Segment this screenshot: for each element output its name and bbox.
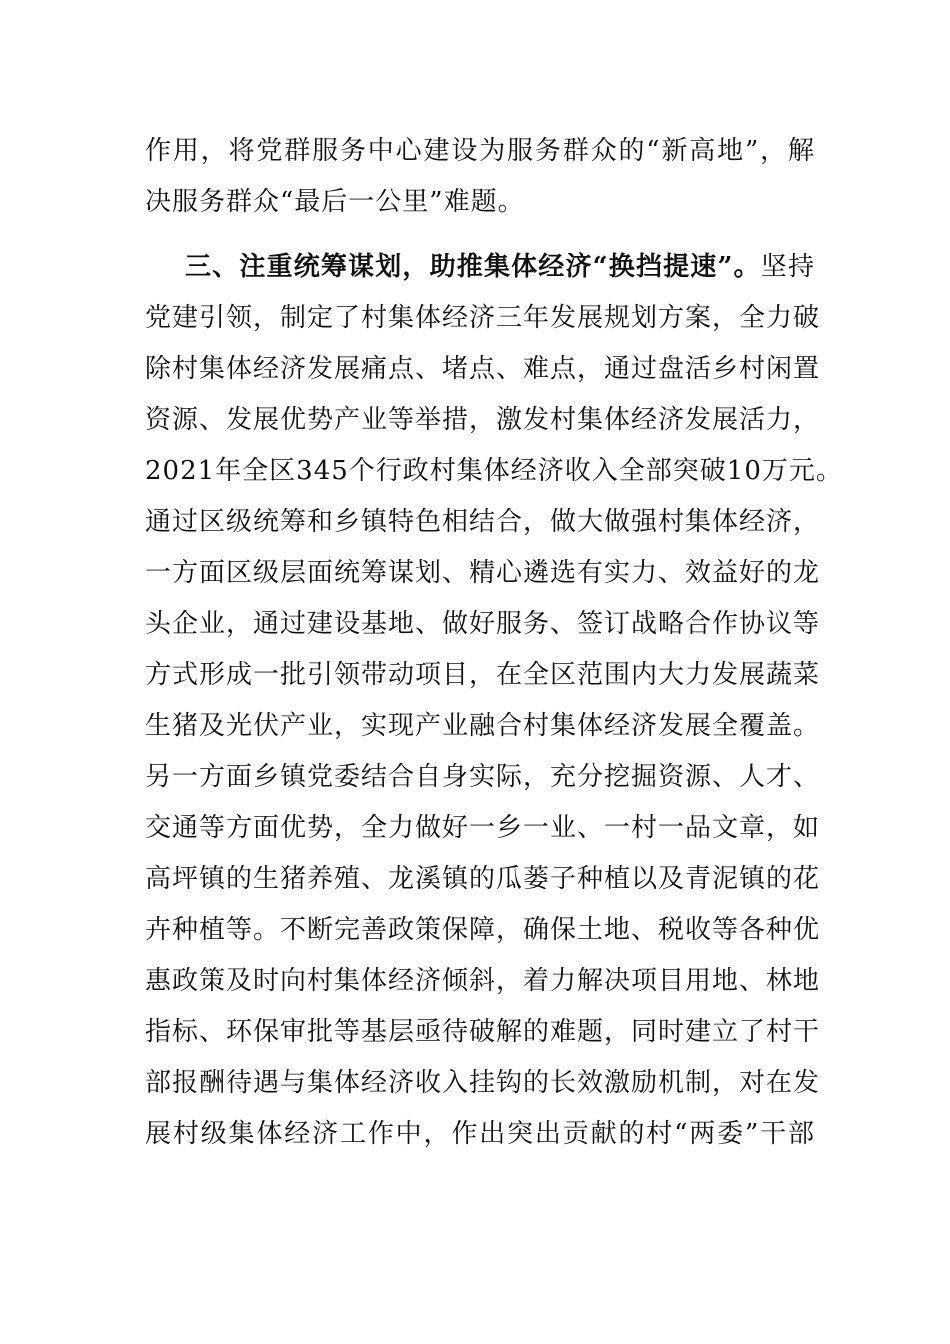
- paragraph-2-line: 交通等方面优势，全力做好一乡一业、一村一品文章，如: [145, 813, 821, 843]
- paragraph-2-line: 生猪及光伏产业，实现产业融合村集体经济发展全覆盖。: [145, 711, 821, 741]
- paragraph-2-line: 部报酬待遇与集体经济收入挂钩的长效激励机制，对在发: [145, 1068, 821, 1098]
- paragraph-2-first-line: [145, 242, 815, 293]
- paragraph-2-line: 另一方面乡镇党委结合自身实际，充分挖掘资源、人才、: [145, 762, 821, 792]
- paragraph-2-line: 方式形成一批引领带动项目，在全区范围内大力发展蔬菜: [145, 660, 821, 690]
- paragraph-2-line: 资源、发展优势产业等举措，激发村集体经济发展活力，: [145, 405, 821, 435]
- paragraph-2-line: 惠政策及时向村集体经济倾斜，着力解决项目用地、林地: [145, 966, 821, 996]
- paragraph-gap: [145, 228, 815, 242]
- paragraph-2-line: 一方面区级层面统筹谋划、精心遴选有实力、效益好的龙: [145, 558, 821, 588]
- paragraph-2-line: 指标、环保审批等基层亟待破解的难题，同时建立了村干: [145, 1017, 821, 1047]
- paragraph-2-line: 卉种植等。不断完善政策保障，确保土地、税收等各种优: [145, 915, 821, 945]
- body-text: [145, 126, 843, 1160]
- paragraph-2-line: 通过区级统筹和乡镇特色相结合，做大做强村集体经济，: [145, 507, 821, 537]
- paragraph-2-line: 头企业，通过建设基地、做好服务、签订战略合作协议等: [145, 609, 821, 639]
- paragraph-2-line: 2021年全区345个行政村集体经济收入全部突破10万元。: [145, 456, 843, 486]
- paragraph-1-line-2: 决服务群众“最后一公里”难题。: [145, 187, 525, 217]
- paragraph-2-line: 展村级集体经济工作中，作出突出贡献的村“两委”干部: [145, 1119, 815, 1149]
- section-heading: 三、注重统筹谋划，助推集体经济“换挡提速”。: [185, 252, 761, 282]
- paragraph-2-line: 除村集体经济发展痛点、堵点、难点，通过盘活乡村闲置: [145, 354, 821, 384]
- paragraph-2-line: 党建引领，制定了村集体经济三年发展规划方案，全力破: [145, 303, 821, 333]
- paragraph-1-line-1: 作用，将党群服务中心建设为服务群众的“新高地”，解: [145, 136, 815, 166]
- paragraph-2-line: 高坪镇的生猪养殖、龙溪镇的瓜蒌子种植以及青泥镇的花: [145, 864, 821, 894]
- paragraph-2-first-line-tail: 坚持: [760, 252, 815, 282]
